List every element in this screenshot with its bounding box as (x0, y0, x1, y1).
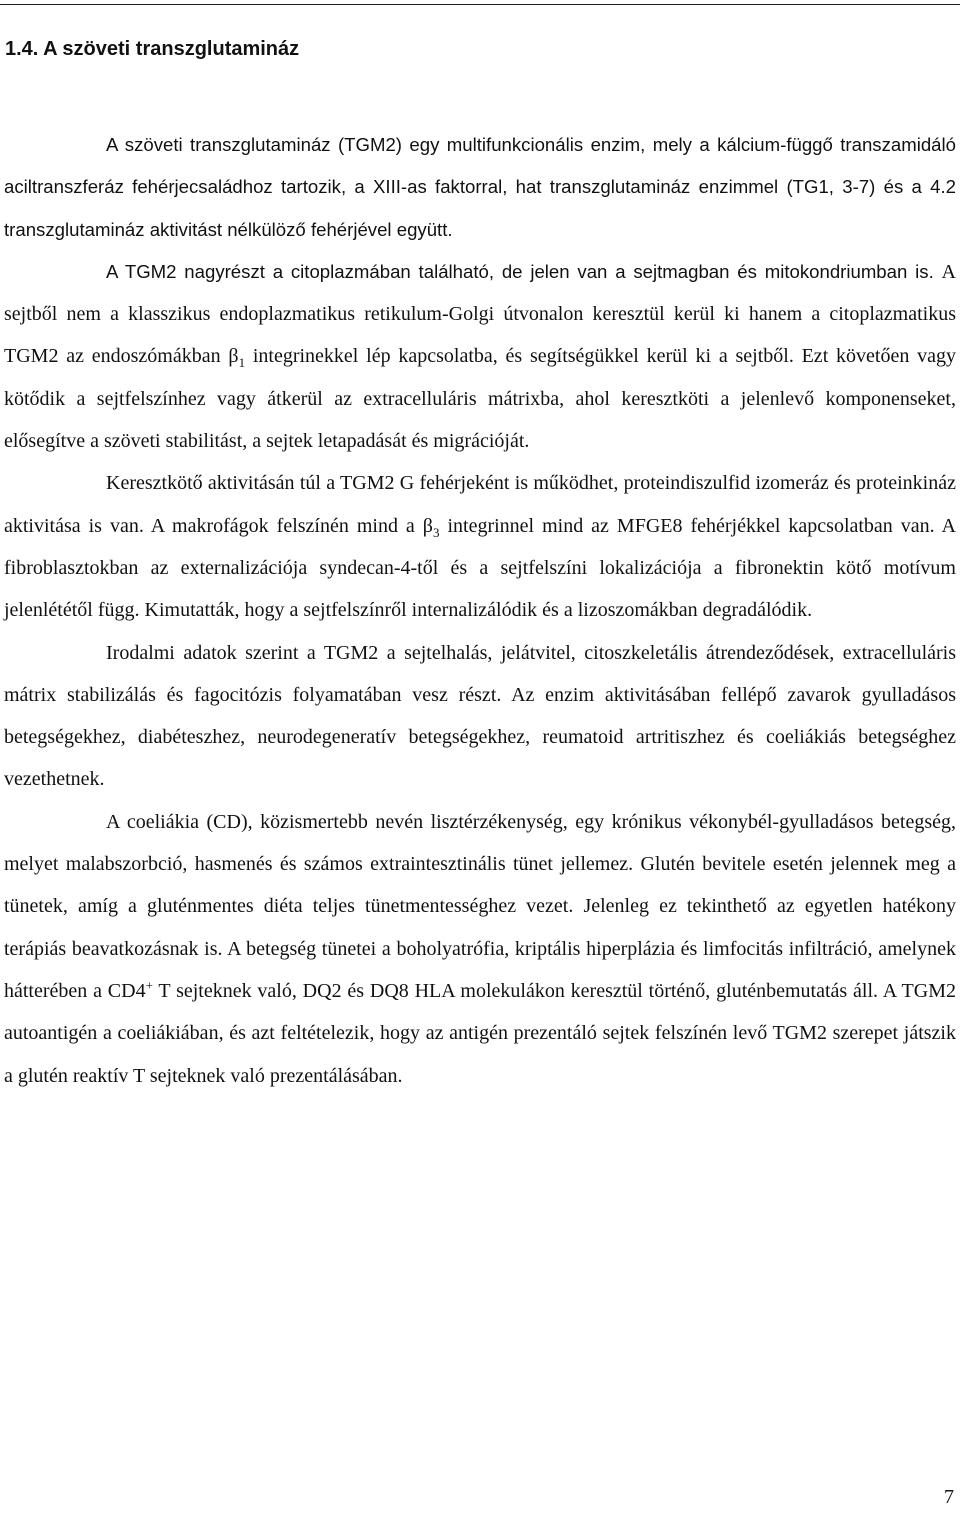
page-number: 7 (944, 1486, 954, 1508)
paragraph-1-sentence-2-start: A TGM2 nagyrészt a citoplazmában található, de jelen van a sejtmagban és mitokondriumban is. A sejtből nem a klasszikus endoplazmatikus retikulum-Golgi útvonalon keresztül kerül ki hanem a citoplazmatikus TGM2 az endoszómákban $\beta_1$ integrinekkel lép kapcsolatba, és segítségükkel kerül ki a sejtből. Ezt követően vagy kötődik a sejtfelszínhez vagy átkerül az extracelluláris mátrixba, ahol keresztköti a jelenlevő komponenseket, elősegítve a szöveti stabilitást, a sejtek letapadását és migrációját. (4, 260, 956, 453)
beta-subscript-1: 1 (238, 355, 246, 371)
cd4-plus-superscript: + (145, 977, 153, 993)
top-rule (0, 0, 960, 5)
paragraph-1-sentence-1: A szöveti transzglutamináz (TGM2) egy multifunkcionális enzim, mely a kálcium-függő transzamidáló aciltranszferáz fehérjecsaládhoz tartozik, a XIII-as faktorral, hat transzglutamináz enzimmel (TG1, 3-7) és a 4.2 transzglutamináz aktivitást nélkülöző fehérjével együtt. (4, 134, 956, 240)
paragraph-4: A coeliákia (CD), közismertebb nevén lisztérzékenység, egy krónikus vékonybél-gyulladásos betegség, melyet malabszorbció, hasmenés és számos extraintesztinális tünet jellemez. Glutén bevitele esetén jelennek meg a tünetek, amíg a gluténmentes diéta teljes tünetmentességhez vezet. Jelenleg ez tekinthető az egyetlen hatékony terápiás beavatkozásnak is. A betegség tünetei a boholyatrófia, kriptális hiperplázia és limfocitás infiltráció, amelynek hátterében a CD4+ T sejteknek való, DQ2 és DQ8 HLA molekulákon keresztül történő, gluténbemutatás áll. A TGM2 autoantigén a coeliákiában, és azt feltételezik, hogy az antigén prezentáló sejtek felszínén levő TGM2 szerepet játszik a glutén reaktív T sejteknek való prezentálásában. (4, 810, 956, 1087)
paragraph-1 (4, 124, 956, 462)
beta-subscript-3: 3 (432, 524, 440, 540)
body-text (4, 124, 956, 1097)
paragraph-2: Keresztkötő aktivitásán túl a TGM2 G fehérjeként is működhet, proteindiszulfid izomeráz és proteinkináz aktivitása is van. A makrofágok felszínén mind a $\beta_3$ integrinnel mind az MFGE8 fehérjékkel kapcsolatban van. A fibroblasztokban az externalizációja syndecan-4-től és a sejtfelszíni lokalizációja a fibronektin kötő motívum jelenlététől függ. Kimutatták, hogy a sejtfelszínről internalizálódik és a lizoszomákban degradálódik. (4, 472, 956, 622)
section-heading: 1.4. A szöveti transzglutamináz (5, 38, 300, 60)
paragraph-3: Irodalmi adatok szerint a TGM2 a sejtelhalás, jelátvitel, citoszkeletális átrendeződések, extracelluláris mátrix stabilizálás és fagocitózis folyamatában vesz részt. Az enzim aktivitásában fellépő zavarok gyulladásos betegségekhez, diabéteszhez, neurodegeneratív betegségekhez, reumatoid artritiszhez és coeliákiás betegséghez vezethetnek. (4, 641, 956, 791)
paragraph-1-sentence-2-rest: A sejtből nem a klasszikus endoplazmatikus retikulum-Golgi útvonalon keresztül kerül ki hanem a citoplazmatikus TGM2 az endoszómákban $\beta_1$ integrinekkel lép kapcsolatba, és segítségükkel kerül ki a sejtből. Ezt követően vagy kötődik a sejtfelszínhez vagy átkerül az extracelluláris mátrixba, ahol keresztköti a jelenlevő komponenseket, elősegítve a szöveti stabilitást, a sejtek letapadását és migrációját. (4, 260, 956, 453)
